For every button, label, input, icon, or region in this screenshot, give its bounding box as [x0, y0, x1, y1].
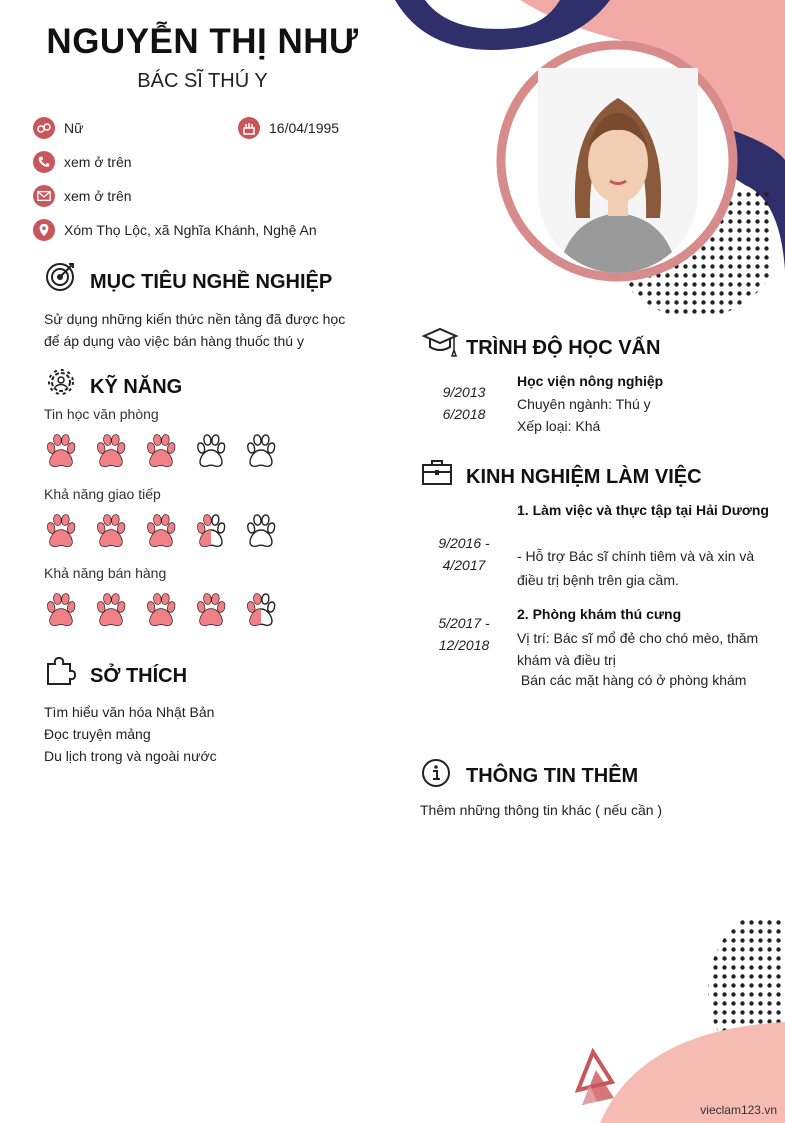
paw-rating-icon — [143, 434, 179, 468]
job-date-start: 9/2016 - — [438, 535, 490, 551]
briefcase-icon — [421, 458, 453, 486]
paw-rating-icon — [193, 434, 229, 468]
dob-text: 16/04/1995 — [269, 120, 340, 136]
major-text: Chuyên ngành: Thú y — [517, 396, 651, 412]
experience-title: KINH NGHIỆM LÀM VIỆC — [466, 466, 702, 488]
objective-title: MỤC TIÊU NGHỀ NGHIỆP — [90, 271, 333, 293]
paw-rating-icon — [43, 514, 79, 548]
email-text: xem ở trên — [64, 188, 132, 204]
skill-rating — [43, 593, 279, 627]
email-icon — [33, 185, 55, 207]
extra-text: Thêm những thông tin khác ( nếu cần ) — [420, 802, 663, 818]
paw-rating-icon — [193, 593, 229, 627]
phone-text: xem ở trên — [64, 154, 132, 170]
birthday-cake-icon — [238, 117, 260, 139]
education-start: 9/2013 — [442, 384, 486, 400]
gender-icon — [33, 117, 55, 139]
puzzle-icon — [45, 654, 77, 686]
job-title: 1. Làm việc và thực tập tại Hải Dương — [517, 502, 769, 518]
job-desc-line: Vị trí: Bác sĩ mổ đẻ cho chó mèo, thăm — [517, 630, 759, 646]
paw-rating-icon — [43, 434, 79, 468]
grade-text: Xếp loại: Khá — [517, 418, 601, 434]
objective-line-2: để áp dụng vào việc bán hàng thuốc thú y — [44, 333, 304, 349]
skill-label: Khả năng bán hàng — [44, 565, 167, 581]
full-name: NGUYỄN THỊ NHƯ — [46, 22, 359, 61]
education-title: TRÌNH ĐỘ HỌC VẤN — [466, 337, 661, 359]
job-desc-line: - Hỗ trợ Bác sĩ chính tiêm và và xin và — [517, 548, 755, 564]
skill-label: Khả năng giao tiếp — [44, 486, 161, 502]
job-desc-line: Bán các mặt hàng có ở phòng khám — [517, 672, 747, 688]
paw-rating-icon — [93, 593, 129, 627]
info-icon — [421, 758, 451, 788]
paw-rating-icon — [243, 434, 279, 468]
job-date-end: 4/2017 — [442, 557, 486, 573]
hobby-item: Đọc truyện mảng — [44, 726, 151, 742]
phone-icon — [33, 151, 55, 173]
graduation-cap-icon — [422, 326, 458, 358]
paw-rating-icon — [243, 593, 279, 627]
education-end: 6/2018 — [442, 406, 486, 422]
paw-rating-icon — [93, 514, 129, 548]
extra-title: THÔNG TIN THÊM — [466, 765, 639, 787]
location-pin-icon — [33, 219, 55, 241]
school-name: Học viện nông nghiệp — [517, 373, 664, 389]
address-text: Xóm Thọ Lộc, xã Nghĩa Khánh, Nghệ An — [64, 222, 317, 238]
hobby-item: Tìm hiểu văn hóa Nhật Bản — [44, 704, 215, 720]
job-date-start: 5/2017 - — [438, 615, 490, 631]
paw-rating-icon — [193, 514, 229, 548]
hobby-item: Du lịch trong và ngoài nước — [44, 748, 217, 764]
skill-rating — [43, 434, 279, 468]
job-desc-line: khám và điều trị — [517, 652, 616, 668]
gear-icon — [46, 367, 76, 397]
skill-label: Tin học văn phòng — [44, 406, 159, 422]
paw-rating-icon — [143, 593, 179, 627]
objective-line-1: Sử dụng những kiến thức nền tảng đã được học — [44, 311, 346, 327]
job-date-end: 12/2018 — [438, 637, 490, 653]
paw-rating-icon — [93, 434, 129, 468]
gender-text: Nữ — [64, 120, 84, 136]
skills-title: KỸ NĂNG — [90, 376, 183, 398]
footer-brand: vieclam123.vn — [700, 1103, 777, 1117]
paw-rating-icon — [43, 593, 79, 627]
paw-rating-icon — [243, 514, 279, 548]
paw-rating-icon — [143, 514, 179, 548]
job-desc-line: điều trị bệnh trên gia cầm. — [517, 572, 679, 588]
target-icon — [45, 260, 77, 292]
job-title: BÁC SĨ THÚ Y — [137, 70, 268, 92]
hobbies-title: SỞ THÍCH — [90, 665, 188, 687]
skill-rating — [43, 514, 279, 548]
job-title: 2. Phòng khám thú cưng — [517, 606, 682, 622]
